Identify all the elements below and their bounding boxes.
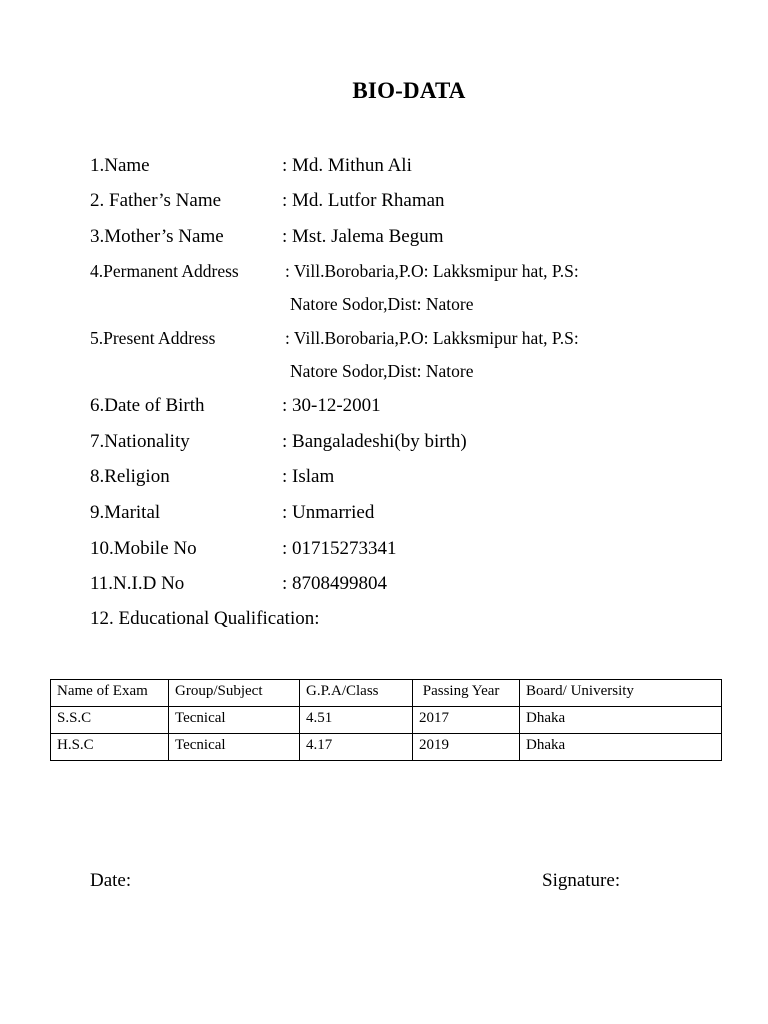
field-value: : Md. Mithun Ali [282,155,412,176]
column-header: Group/Subject [169,680,300,707]
table-cell: Tecnical [169,707,300,734]
field-value: : Md. Lutfor Rhaman [282,190,445,211]
field-value: : 8708499804 [282,573,388,594]
permanent-address-continuation: Natore Sodor,Dist: Natore [290,294,474,314]
field-value: : Islam [282,466,335,487]
table-row [51,707,722,734]
table-cell: H.S.C [51,734,169,761]
field-label: 7.Nationality [90,431,190,452]
field-label: 3.Mother’s Name [90,226,224,247]
column-header: Passing Year [413,680,520,707]
field-label: 4.Permanent Address [90,261,239,281]
field-label: 10.Mobile No [90,538,197,559]
field-label: 8.Religion [90,466,170,487]
date-label: Date: [90,870,132,891]
column-header: Board/ University [520,680,722,707]
table-cell: 2017 [413,707,520,734]
table-header-row [51,680,722,707]
field-label: 11.N.I.D No [90,573,185,594]
field-label: 6.Date of Birth [90,395,205,416]
table-cell: 2019 [413,734,520,761]
field-label: 1.Name [90,155,150,176]
field-value: : Vill.Borobaria,P.O: Lakksmipur hat, P.S: [285,261,579,281]
document-title: BIO-DATA [352,78,466,103]
field-label: 5.Present Address [90,328,216,348]
field-value: : Vill.Borobaria,P.O: Lakksmipur hat, P.S: [285,328,579,348]
field-value: : 30-12-2001 [282,395,381,416]
signature-label: Signature: [542,870,621,891]
table-cell: 4.17 [300,734,413,761]
table-cell: S.S.C [51,707,169,734]
column-header: Name of Exam [51,680,169,707]
field-value: : 01715273341 [282,538,397,559]
field-value: : Bangaladeshi(by birth) [282,431,467,452]
field-value: : Unmarried [282,502,375,523]
present-address-continuation: Natore Sodor,Dist: Natore [290,361,474,381]
table-cell: Dhaka [520,734,722,761]
field-value: : Mst. Jalema Begum [282,226,444,247]
table-cell: 4.51 [300,707,413,734]
education-heading: 12. Educational Qualification: [90,608,320,629]
table-row [51,734,722,761]
table-cell: Tecnical [169,734,300,761]
education-table [50,679,722,761]
table-cell: Dhaka [520,707,722,734]
field-label: 2. Father’s Name [90,190,222,211]
column-header: G.P.A/Class [300,680,413,707]
field-label: 9.Marital [90,502,161,523]
